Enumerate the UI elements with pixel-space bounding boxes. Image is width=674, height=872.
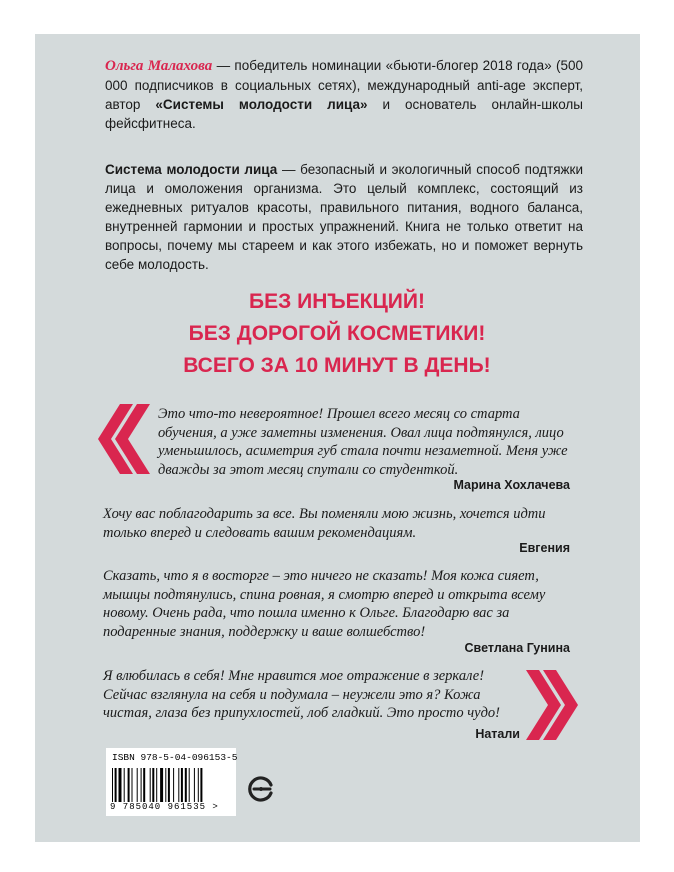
review-text-1: Это что-то невероятное! Прошел всего месяц со старта обучения, а уже заметны изменения. Овал лица подтянулся, лицо уменьшилось, асиметрия губ стала почти незаметной. Меня уже дважды за этот месяц спутали со студенткой. — [158, 406, 568, 478]
barcode-bar — [150, 768, 151, 802]
barcode-bar — [141, 768, 142, 802]
barcode-bar — [124, 768, 125, 802]
barcode-bar — [128, 768, 130, 802]
barcode-bar — [168, 768, 170, 802]
slogan-3: ВСЕГО ЗА 10 МИНУТ В ДЕНЬ! — [183, 354, 491, 377]
book-description — [105, 160, 583, 274]
barcode-bar — [152, 768, 154, 802]
barcode-bar — [198, 768, 199, 802]
review-text-2: Хочу вас поблагодарить за все. Вы поменяли мою жизнь, хочется идти только вперед и следовать вашим рекомендациям. — [103, 506, 546, 541]
barcode-bar — [181, 768, 183, 802]
bio-text-2: и основатель онлайн-школы фейсфитнеса. — [105, 97, 583, 131]
barcode-bar — [119, 768, 122, 802]
barcode-bar — [200, 768, 202, 802]
barcode-bar — [173, 768, 174, 802]
barcode-digits: 9 785040 961535 > — [110, 802, 219, 812]
barcode — [112, 768, 230, 802]
author-name: Ольга Малахова — [105, 58, 213, 74]
barcode-bar — [160, 768, 163, 802]
barcode-bar — [165, 768, 166, 802]
double-chevron-right-icon — [526, 670, 578, 740]
bio-text-1: — победитель номинации «бьюти-блогер 2018 года» (500 000 подписчиков в социальных сетях), международный anti-age эксперт, автор — [105, 58, 583, 112]
slogan-1: БЕЗ ИНЪЕКЦИЙ! — [249, 290, 425, 313]
review-text-3: Сказать, что я в восторге – это ничего не сказать! Моя кожа сияет, мышцы подтянулись, спина ровная, я смотрю вперед и открыта всему новому. Очень рада, что пошла именно к Ольге. Благодарю вас за подаренные знания, поддержку и ваше волшебство! — [103, 568, 546, 640]
barcode-bar — [143, 768, 145, 802]
review-author-4: Натали — [475, 727, 520, 741]
barcode-bar — [189, 768, 190, 802]
review-author-3: Светлана Гунина — [464, 641, 570, 655]
barcode-bar — [178, 768, 179, 802]
slogan-2: БЕЗ ДОРОГОЙ КОСМЕТИКИ! — [188, 322, 486, 345]
system-name: Система молодости лица — [105, 162, 278, 177]
publisher-e-logo — [246, 774, 276, 804]
book-title-mention: «Системы молодости лица» — [155, 97, 368, 112]
barcode-bar — [137, 768, 138, 802]
isbn-barcode-box — [106, 748, 236, 816]
barcode-bar — [156, 768, 157, 802]
review-author-1: Марина Хохлачева — [453, 478, 570, 492]
isbn-label: ISBN 978-5-04-096153-5 — [112, 752, 238, 763]
barcode-bar — [115, 768, 117, 802]
review-author-2: Евгения — [519, 541, 570, 555]
barcode-bar — [112, 768, 113, 802]
description-text: — безопасный и экологичный способ подтяжки лица и омоложения организма. Это целый комплекс, состоящий из ежедневных ритуалов красоты, правильного питания, водного баланса, внутренней гармонии и простых упражнений. Книга не только ответит на вопросы, почему мы стареем и как этого избежать, но и поможет вернуть себе молодость. — [105, 162, 584, 272]
barcode-bar — [185, 768, 187, 802]
author-bio — [105, 56, 583, 133]
barcode-bar — [132, 768, 133, 802]
review-text-4: Я влюбилась в себя! Мне нравится мое отражение в зеркале! Сейчас взглянула на себя и подумала – неужели это я? Кожа чистая, глаза без припухлостей, лоб гладкий. Это просто чудо! — [103, 668, 500, 721]
barcode-bar — [194, 768, 195, 802]
double-chevron-left-icon — [98, 404, 150, 474]
